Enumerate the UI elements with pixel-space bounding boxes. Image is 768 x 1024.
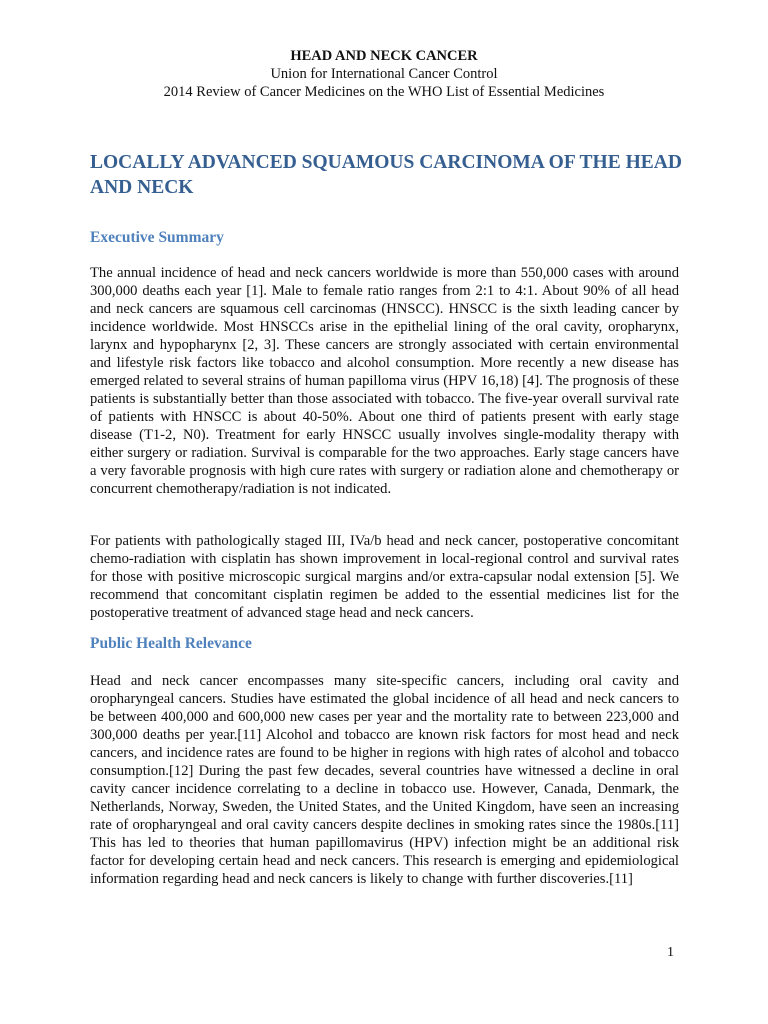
organization-name: Union for International Cancer Control xyxy=(270,66,498,82)
executive-summary-paragraph-2: For patients with pathologically staged III, IVa/b head and neck cancer, postoperative concomitant chemo-radiation with cisplatin has shown improvement in local-regional control and survival rates for those with positive microscopic surgical margins and/or extra-capsular nodal extension [5]. We recommend that concomitant cisplatin regimen be added to the essential medicines list for the postoperative treatment of advanced stage head and neck cancers. xyxy=(90,533,679,621)
heading-public-health-relevance: Public Health Relevance xyxy=(90,635,252,652)
page-number: 1 xyxy=(667,945,674,960)
public-health-paragraph-1: Head and neck cancer encompasses many site-specific cancers, including oral cavity and oropharyngeal cancers. Studies have estimated the global incidence of all head and neck cancers to be between 400,000 and 600,000 new cases per year and the mortality rate to between 223,000 and 300,000 deaths per year.[11] Alcohol and tobacco are known risk factors for most head and neck cancers, and incidence rates are found to be higher in regions with high rates of alcohol and tobacco consumption.[12] During the past few decades, several countries have witnessed a decline in oral cavity cancer incidence correlating to a decline in tobacco use. However, Canada, Denmark, the Netherlands, Norway, Sweden, the United States, and the United Kingdom, have seen an increasing rate of oropharyngeal and oral cavity cancers despite declines in smoking rates since the 1980s.[11] This has led to theories that human papillomavirus (HPV) infection might be an additional risk factor for developing certain head and neck cancers. This research is emerging and epidemiological information regarding head and neck cancers is likely to change with further discoveries.[11] xyxy=(90,673,679,887)
heading-executive-summary: Executive Summary xyxy=(90,229,224,246)
executive-summary-paragraph-1: The annual incidence of head and neck cancers worldwide is more than 550,000 cases with around 300,000 deaths each year [1]. Male to female ratio ranges from 2:1 to 4:1. About 90% of all head and neck cancers are squamous cell carcinomas (HNSCC). HNSCC is the sixth leading cancer by incidence worldwide. Most HNSCCs arise in the epithelial lining of the oral cavity, oropharynx, larynx and hypopharynx [2, 3]. These cancers are strongly associated with certain environmental and lifestyle risk factors like tobacco and alcohol consumption. More recently a new disease has emerged related to several strains of human papilloma virus (HPV 16,18) [4]. The prognosis of these patients is substantially better than those associated with tobacco. The five-year overall survival rate of patients with HNSCC is about 40-50%. About one third of patients present with early stage disease (T1-2, N0). Treatment for early HNSCC usually involves single-modality therapy with either surgery or radiation. Survival is comparable for the two approaches. Early stage cancers have a very favorable prognosis with high cure rates with surgery or radiation alone and chemotherapy or concurrent chemotherapy/radiation is not indicated. xyxy=(90,265,679,497)
report-subtitle: 2014 Review of Cancer Medicines on the WHO List of Essential Medicines xyxy=(163,84,605,100)
document-title: LOCALLY ADVANCED SQUAMOUS CARCINOMA OF THE HEAD AND NECK xyxy=(90,152,682,198)
report-title: HEAD AND NECK CANCER xyxy=(290,48,478,64)
